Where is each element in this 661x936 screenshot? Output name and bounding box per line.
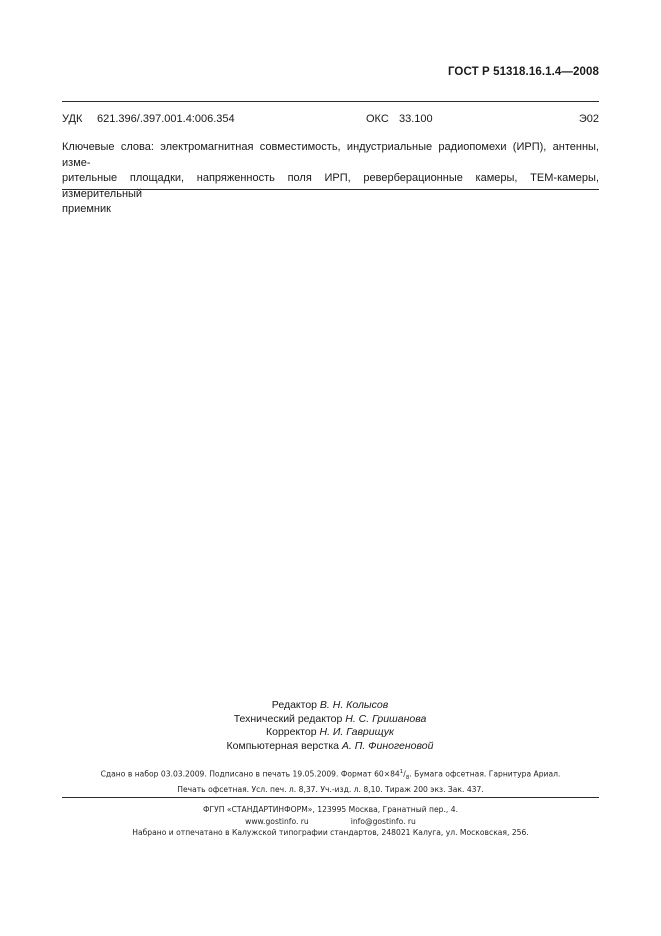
oks-value: 33.100 <box>399 113 433 125</box>
keywords-line-1: Ключевые слова: электромагнитная совместимость, индустриальные радиопомехи (ИРП), антенны, изме- <box>62 141 599 169</box>
format-numerator: 1 <box>399 769 404 775</box>
print-info-line-1: Сдано в набор 03.03.2009. Подписано в печать 19.05.2009. Формат $60\times 84^1/_8$. Бумага офсетная. Гарнитура Ариал. <box>100 769 561 782</box>
tech-editor-name: Н. С. Гришанова <box>345 712 427 725</box>
editor-label: Редактор <box>271 699 317 711</box>
corrector-name: Н. И. Гаврищук <box>319 726 394 738</box>
tech-editor-label: Технический редактор <box>233 712 343 725</box>
print-info-line-1-end: . Бумага офсетная. Гарнитура Ариал. <box>409 769 561 779</box>
keywords-line-2: рительные площадки, напряженность поля ИРП, реверберационные камеры, ТЕМ-камеры, измерительный <box>62 172 599 200</box>
publisher-block <box>62 804 599 839</box>
standard-code-header: ГОСТ Р 51318.16.1.4—2008 <box>447 66 599 78</box>
publisher-divider <box>62 797 599 798</box>
udk-label: УДК <box>62 113 83 125</box>
print-info-line-1-start: Сдано в набор 03.03.2009. Подписано в печать 19.05.2009. Формат 60×84 <box>100 769 400 779</box>
printing-house: Набрано и отпечатано в Калужской типографии стандартов, 248021 Калуга, ул. Московская, 256. <box>132 828 529 837</box>
keywords-paragraph <box>62 140 599 218</box>
layout-label: Компьютерная верстка <box>226 739 339 752</box>
corrector-line <box>130 726 530 740</box>
oks-label: ОКС <box>366 113 389 125</box>
corrector-label: Корректор <box>266 726 317 738</box>
publisher-address: ФГУП «СТАНДАРТИНФОРМ», 123995 Москва, Гранатный пер., 4. <box>203 805 458 814</box>
classification-row <box>62 113 599 127</box>
editor-name: В. Н. Колысов <box>319 699 389 711</box>
credits-block <box>130 699 530 753</box>
print-info-line-2: Печать офсетная. Усл. печ. л. 8,37. Уч.-изд. л. 8,10. Тираж 200 экз. Зак. 437. <box>177 785 484 795</box>
publisher-website-link[interactable]: www.gostinfo. ru <box>245 816 309 826</box>
udk-value: 621.396/.397.001.4:006.354 <box>97 113 235 125</box>
publisher-contacts <box>62 816 599 828</box>
layout-name: А. П. Финогеновой <box>341 739 434 752</box>
layout-line <box>130 740 530 754</box>
publisher-email-link[interactable]: info@gostinfo. ru <box>350 816 416 826</box>
keywords-divider <box>62 189 599 190</box>
format-denominator: 8 <box>405 775 410 782</box>
editor-line <box>130 699 530 713</box>
tech-editor-line <box>130 713 530 727</box>
print-info-block <box>62 766 599 796</box>
keywords-line-3: приемник <box>62 203 111 215</box>
top-divider <box>62 101 599 102</box>
e-code: Э02 <box>578 113 599 125</box>
